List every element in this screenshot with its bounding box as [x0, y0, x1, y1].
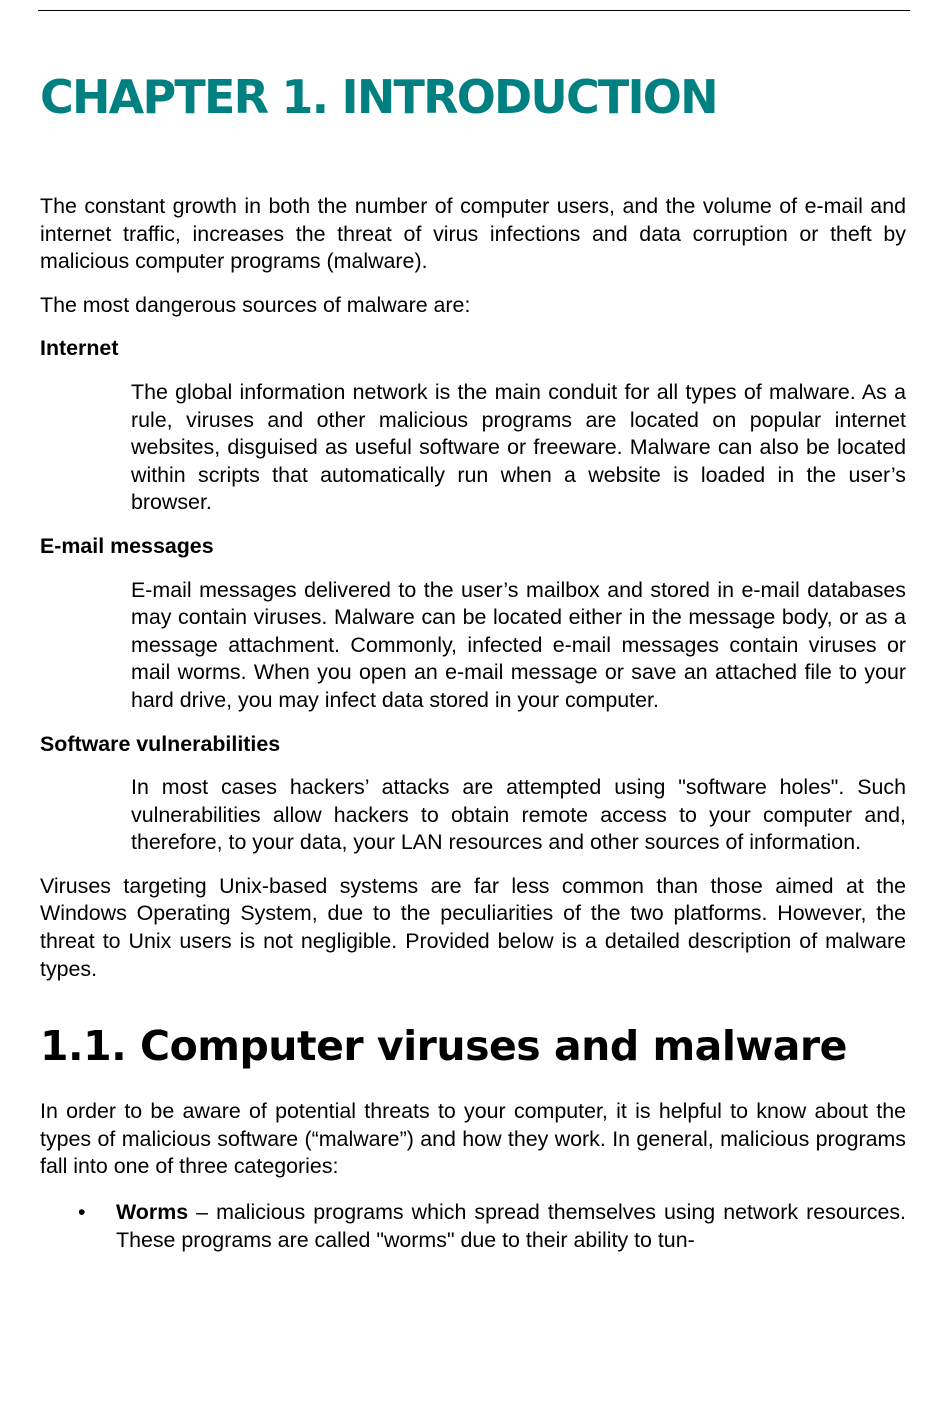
- sources-intro: The most dangerous sources of malware are:: [40, 292, 471, 317]
- section-title: 1.1. Computer viruses and malware: [40, 1022, 847, 1071]
- source-description-internet: The global information network is the main conduit for all types of malware. As a rule, viruses and other malicious programs are located on popular internet websites, disguised as useful software or freeware. Malware can also be located within scripts that automatically run when a website is loaded in the user’s browser.: [131, 379, 906, 515]
- source-term-email: E-mail messages: [40, 533, 214, 558]
- source-description-software-vulnerabilities: In most cases hackers’ attacks are attempted using "software holes". Such vulnerabilities allow hackers to obtain remote access to your computer and, therefore, to your data, your LAN resources and other sources of information.: [131, 775, 906, 855]
- unix-paragraph: Viruses targeting Unix-based systems are far less common than those aimed at the Windows Operating System, due to the peculiarities of the two platforms. However, the threat to Unix users is not negligible. Provided below is a detailed description of malware types.: [40, 873, 906, 981]
- intro-paragraph: The constant growth in both the number of computer users, and the volume of e-mail and internet traffic, increases the threat of virus infections and data corruption or theft by malicious computer programs (malware).: [40, 194, 906, 274]
- chapter-title: CHAPTER 1. INTRODUCTION: [40, 70, 717, 124]
- bullet-icon: •: [78, 1200, 86, 1225]
- source-description-email: E-mail messages delivered to the user’s mailbox and stored in e-mail databases may contain viruses. Malware can be located either in the message body, or as a message attachment. Commonly, infected e-mail messages contain viruses or mail worms. When you open an e-mail message or save an attached file to your hard drive, you may infect data stored in your computer.: [131, 577, 906, 712]
- list-item: [40, 1199, 906, 1254]
- malware-category-list: [40, 1199, 906, 1254]
- header-rule: [38, 10, 910, 11]
- body-text: [40, 193, 906, 1254]
- section-intro: In order to be aware of potential threats to your computer, it is helpful to know about the types of malicious software (“malware”) and how they work. In general, malicious programs fall into one of three categories:: [40, 1099, 906, 1179]
- bullet-text: – malicious programs which spread themselves using network resources. These programs are called "worms" due to their ability to tun-: [116, 1200, 906, 1252]
- bullet-term: Worms: [116, 1200, 189, 1225]
- source-term-internet: Internet: [40, 336, 119, 361]
- source-term-software-vulnerabilities: Software vulnerabilities: [40, 731, 281, 756]
